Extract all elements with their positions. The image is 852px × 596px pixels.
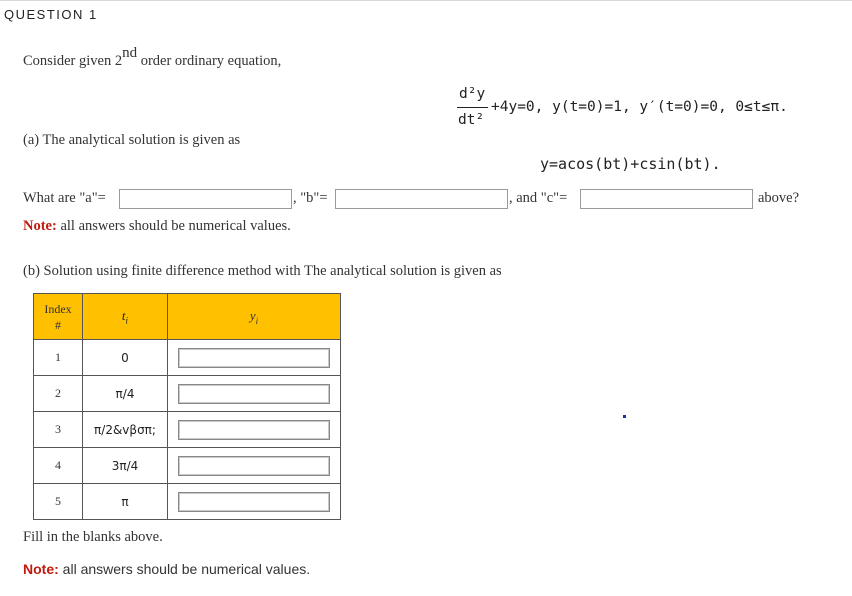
b-answer-input[interactable] — [335, 189, 508, 209]
row-index: 4 — [34, 448, 83, 484]
fill-instruction: Fill in the blanks above. — [23, 529, 163, 545]
table-row — [34, 376, 341, 412]
row-y-cell — [168, 376, 341, 412]
question-title: QUESTION 1 — [4, 7, 98, 22]
y5-answer-input[interactable] — [178, 492, 330, 512]
y2-answer-input[interactable] — [178, 384, 330, 404]
part-a-note — [23, 218, 291, 235]
header-t-symbol: t — [121, 307, 126, 323]
part-b-label: (b) Solution using finite difference method with The analytical solution is given as — [23, 263, 502, 279]
header-y-symbol: y — [249, 307, 256, 323]
stray-dot — [623, 415, 626, 418]
header-index — [34, 294, 83, 340]
note-label: Note: — [23, 218, 57, 234]
note-text: all answers should be numerical values. — [58, 561, 311, 577]
header-y — [168, 294, 341, 340]
table-header-row — [34, 294, 341, 340]
intro-suffix: order ordinary equation, — [137, 52, 282, 69]
row-index: 3 — [34, 412, 83, 448]
row-t-value: π — [83, 484, 168, 520]
prompt-suffix: above? — [758, 190, 800, 206]
row-y-cell — [168, 448, 341, 484]
row-t-value: π/2&vβσπ; — [83, 412, 168, 448]
top-divider — [0, 0, 852, 1]
note-text: all answers should be numerical values. — [56, 218, 291, 234]
header-y-subscript: i — [255, 316, 259, 327]
row-y-cell — [168, 340, 341, 376]
intro-text — [23, 47, 281, 70]
header-t — [83, 294, 168, 340]
row-y-cell — [168, 484, 341, 520]
finite-difference-table — [33, 293, 341, 520]
row-index: 5 — [34, 484, 83, 520]
row-t-value: π/4 — [83, 376, 168, 412]
table-row — [34, 484, 341, 520]
analytical-solution: y=acos(bt)+csin(bt). — [540, 155, 721, 173]
eq-denominator: dt² — [458, 112, 485, 128]
eq-conditions: +4y=0, y(t=0)=1, y′(t=0)=0, 0≤t≤π. — [491, 99, 788, 115]
y3-answer-input[interactable] — [178, 420, 330, 440]
a-answer-input[interactable] — [119, 189, 292, 209]
table-row — [34, 340, 341, 376]
eq-numerator: d²y — [459, 86, 486, 102]
part-a-label: (a) The analytical solution is given as — [23, 132, 241, 148]
b-label: , "b"= — [293, 190, 328, 206]
row-index: 2 — [34, 376, 83, 412]
intro-superscript: nd — [122, 45, 138, 61]
header-index-label: Index — [44, 301, 72, 316]
row-t-value: 3π/4 — [83, 448, 168, 484]
intro-prefix: Consider given 2 — [23, 52, 123, 69]
part-b-note — [23, 561, 310, 577]
header-index-symbol: # — [55, 317, 61, 332]
y4-answer-input[interactable] — [178, 456, 330, 476]
eq-fraction-bar — [457, 107, 488, 108]
header-t-subscript: i — [125, 315, 129, 326]
prompt-prefix: What are "a"= — [23, 190, 106, 206]
row-index: 1 — [34, 340, 83, 376]
table-row — [34, 412, 341, 448]
y1-answer-input[interactable] — [178, 348, 330, 368]
table-row — [34, 448, 341, 484]
row-t-value: 0 — [83, 340, 168, 376]
c-answer-input[interactable] — [580, 189, 753, 209]
note-label: Note: — [23, 561, 59, 577]
c-label: , and "c"= — [509, 190, 568, 206]
row-y-cell — [168, 412, 341, 448]
